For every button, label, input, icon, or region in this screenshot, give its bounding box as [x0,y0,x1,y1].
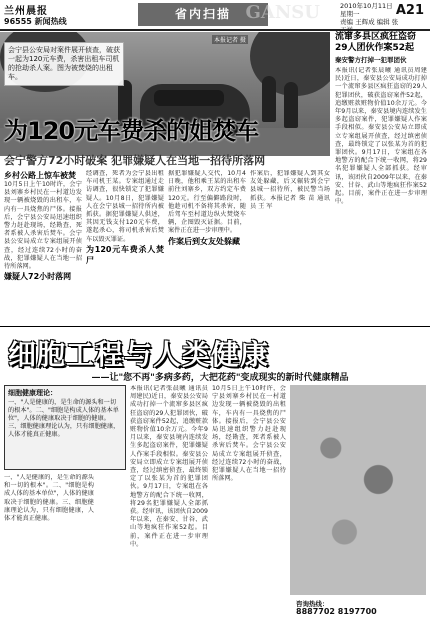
page-header [0,0,430,30]
feature-column-3 [212,385,286,635]
sidebar-subheadline: 秦安警方打掉一犯罪团伙 [335,56,407,64]
section-title-bar [138,2,320,26]
column-text: 10月5日上午10时许，会宁县刘寨乡村民在一村道边发现一辆被烧毁的出租车，车内有一具烧焦的尸体。接报后，会宁县公安局迅速组织警力赶赴现场，经勘查，死者系被人杀害后焚车。会宁县公安局成立专案组展开侦查，经过连续72小时的奋战，犯罪嫌疑人在当地一招待所落网。 [4,181,82,271]
column-text: 作案后，犯罪嫌疑人到其女友处躲藏，后又辗转到会宁县城一招待所，被民警当场抓获。本报记者 柴 苗 通讯员 王 军 [250,170,330,210]
editor-line: 责编 王辉成 编辑 张 [340,18,399,26]
section-divider [0,326,430,327]
news-hotline: 96555 新闻热线 [4,17,67,26]
article-column-2 [86,170,164,322]
column-heading: 为120元车费杀人焚尸 [86,244,164,265]
section-ghost-text: GANSU [245,2,320,23]
photo-caption: 会宁县公安局对案件展开侦查，破获一起为120元车费，杀害出租车司机的抢劫杀人案。图为被焚烧的出租车。 [4,42,124,86]
column-text: 经调查，死者为会宁县出租车司机王某。专案组通过走访调查，很快锁定了犯罪嫌疑人。10月8日，犯罪嫌疑人在会宁县城一招待所内被抓获。据犯罪嫌疑人供述，其因无钱支付120元车费，遂起杀心，将司机杀害后焚车以毁灭罪证。 [86,170,164,243]
contact-info [296,600,426,616]
column-text: 10月5日上午10时许，会宁县刘寨乡村民在一村道边发现一辆被烧毁的出租车，车内有一具烧焦的尸体。接报后，会宁县公安局迅速组织警力赶赴现场，经勘查，死者系被人杀害后焚车。会宁县公安局成立专案组展开侦查，经过连续72小时的奋战，犯罪嫌疑人在当地一招待所落网。 [212,385,286,483]
feature-column-1 [4,474,94,636]
cell-health-theory-box [4,385,126,470]
column-heading: 作案后到女友处躲藏 [168,236,240,246]
article-column-3 [168,170,246,322]
sidebar-article [335,32,427,322]
date-line: 2010年10月11日 星期一 [340,2,393,18]
main-subheadline: 会宁警方72小时破案 犯罪嫌疑人在当地一招待所落网 [4,154,266,167]
sidebar-text: 本报讯(记者张晨曦 通讯员周建民)近日，秦安县公安局成功打掉一个流窜多县区疯狂盗窃的29人犯罪团伙，破获盗窃案件52起，追缴赃款赃物价值10余万元。今年9月以来，秦安县境内连续发生多起盗窃案件，犯罪嫌疑人作案手段相似。秦安县公安局立即成立专案组展开侦查，经过缜密侦查，最终锁定了以张某为首的犯罪团伙。9月17日，专案组在各地警方的配合下统一收网，将29名犯罪嫌疑人全部抓获。经审讯，该团伙自2009年以来，在秦安、甘谷、武山等地疯狂作案52起。目前，案件正在进一步审理中。 [335,67,427,206]
article-column-1 [4,170,82,322]
page-number: A21 [395,3,424,18]
column-text: 本报讯(记者张晨曦 通讯员周建民)近日，秦安县公安局成功打掉一个流窜多县区疯狂盗窃的29人犯罪团伙，破获盗窃案件52起，追缴赃款赃物价值10余万元。今年9月以来，秦安县境内连续发生多起盗窃案件，犯罪嫌疑人作案手段相似。秦安县公安局立即成立专案组展开侦查，经过缜密侦查，最终锁定了以张某为首的犯罪团伙。9月17日，专案组在各地警方的配合下统一收网，将29名犯罪嫌疑人全部抓获。经审讯，该团伙自2009年以来，在秦安、甘谷、武山等地疯狂作案52起。目前，案件正在进一步审理中。 [130,385,208,548]
main-headline: 为120元车费杀的姐焚车 [4,117,259,145]
newspaper-masthead: 兰州晨报 [4,6,48,17]
section-title: 省内扫描 [174,7,231,21]
column-heading: 嫌疑人72小时落网 [4,272,72,282]
column-text: 一、"人是健康的，是生命的源头和一切的根本"。二、"细胞是构成人体的基本单位"，人体的健康取决于细胞的健康。三、细胞健康理论认为，只有细胞健康，人体才能真正健康。 [4,474,94,523]
feature-headline: 细胞工程与人类健康 [8,338,270,371]
feature-column-2 [130,385,208,635]
contact-label: 咨询热线： [296,600,329,608]
tip-box-title: 细胞健康理论： [8,389,57,397]
header-rule [0,29,430,31]
feature-subheadline: ——让"您不再"多病多药，大把花药"变成现实的新时代健康精品 [91,373,349,383]
column-heading: 乡村公路上惊车被焚 [4,171,76,180]
photo-credit: 本报记者 摄 [214,37,246,44]
contact-phone: 8887702 8197700 [296,607,377,616]
tip-box-text: 一、"人是健康的，是生命的源头和一切的根本"。二、"细胞是构成人体的基本单位"，人体的健康取决于细胞的健康。三、细胞健康理论认为，只有细胞健康，人体才能真正健康。 [8,399,120,438]
cell-illustration-image [290,385,426,595]
sidebar-headline: 流窜多县区疯狂盗窃 29人团伙作案52起 [335,32,417,53]
article-column-4 [250,170,330,322]
column-text: 据犯罪嫌疑人交代，10月4日晚，他租乘王某的出租车前往刘寨乡，双方约定车费120元。行至偏僻路段时，他趁司机不备将其杀害，随后驾车至村道边纵火焚烧车辆，企图毁灭证据。目前，案件正在进一步审理中。 [168,170,246,235]
